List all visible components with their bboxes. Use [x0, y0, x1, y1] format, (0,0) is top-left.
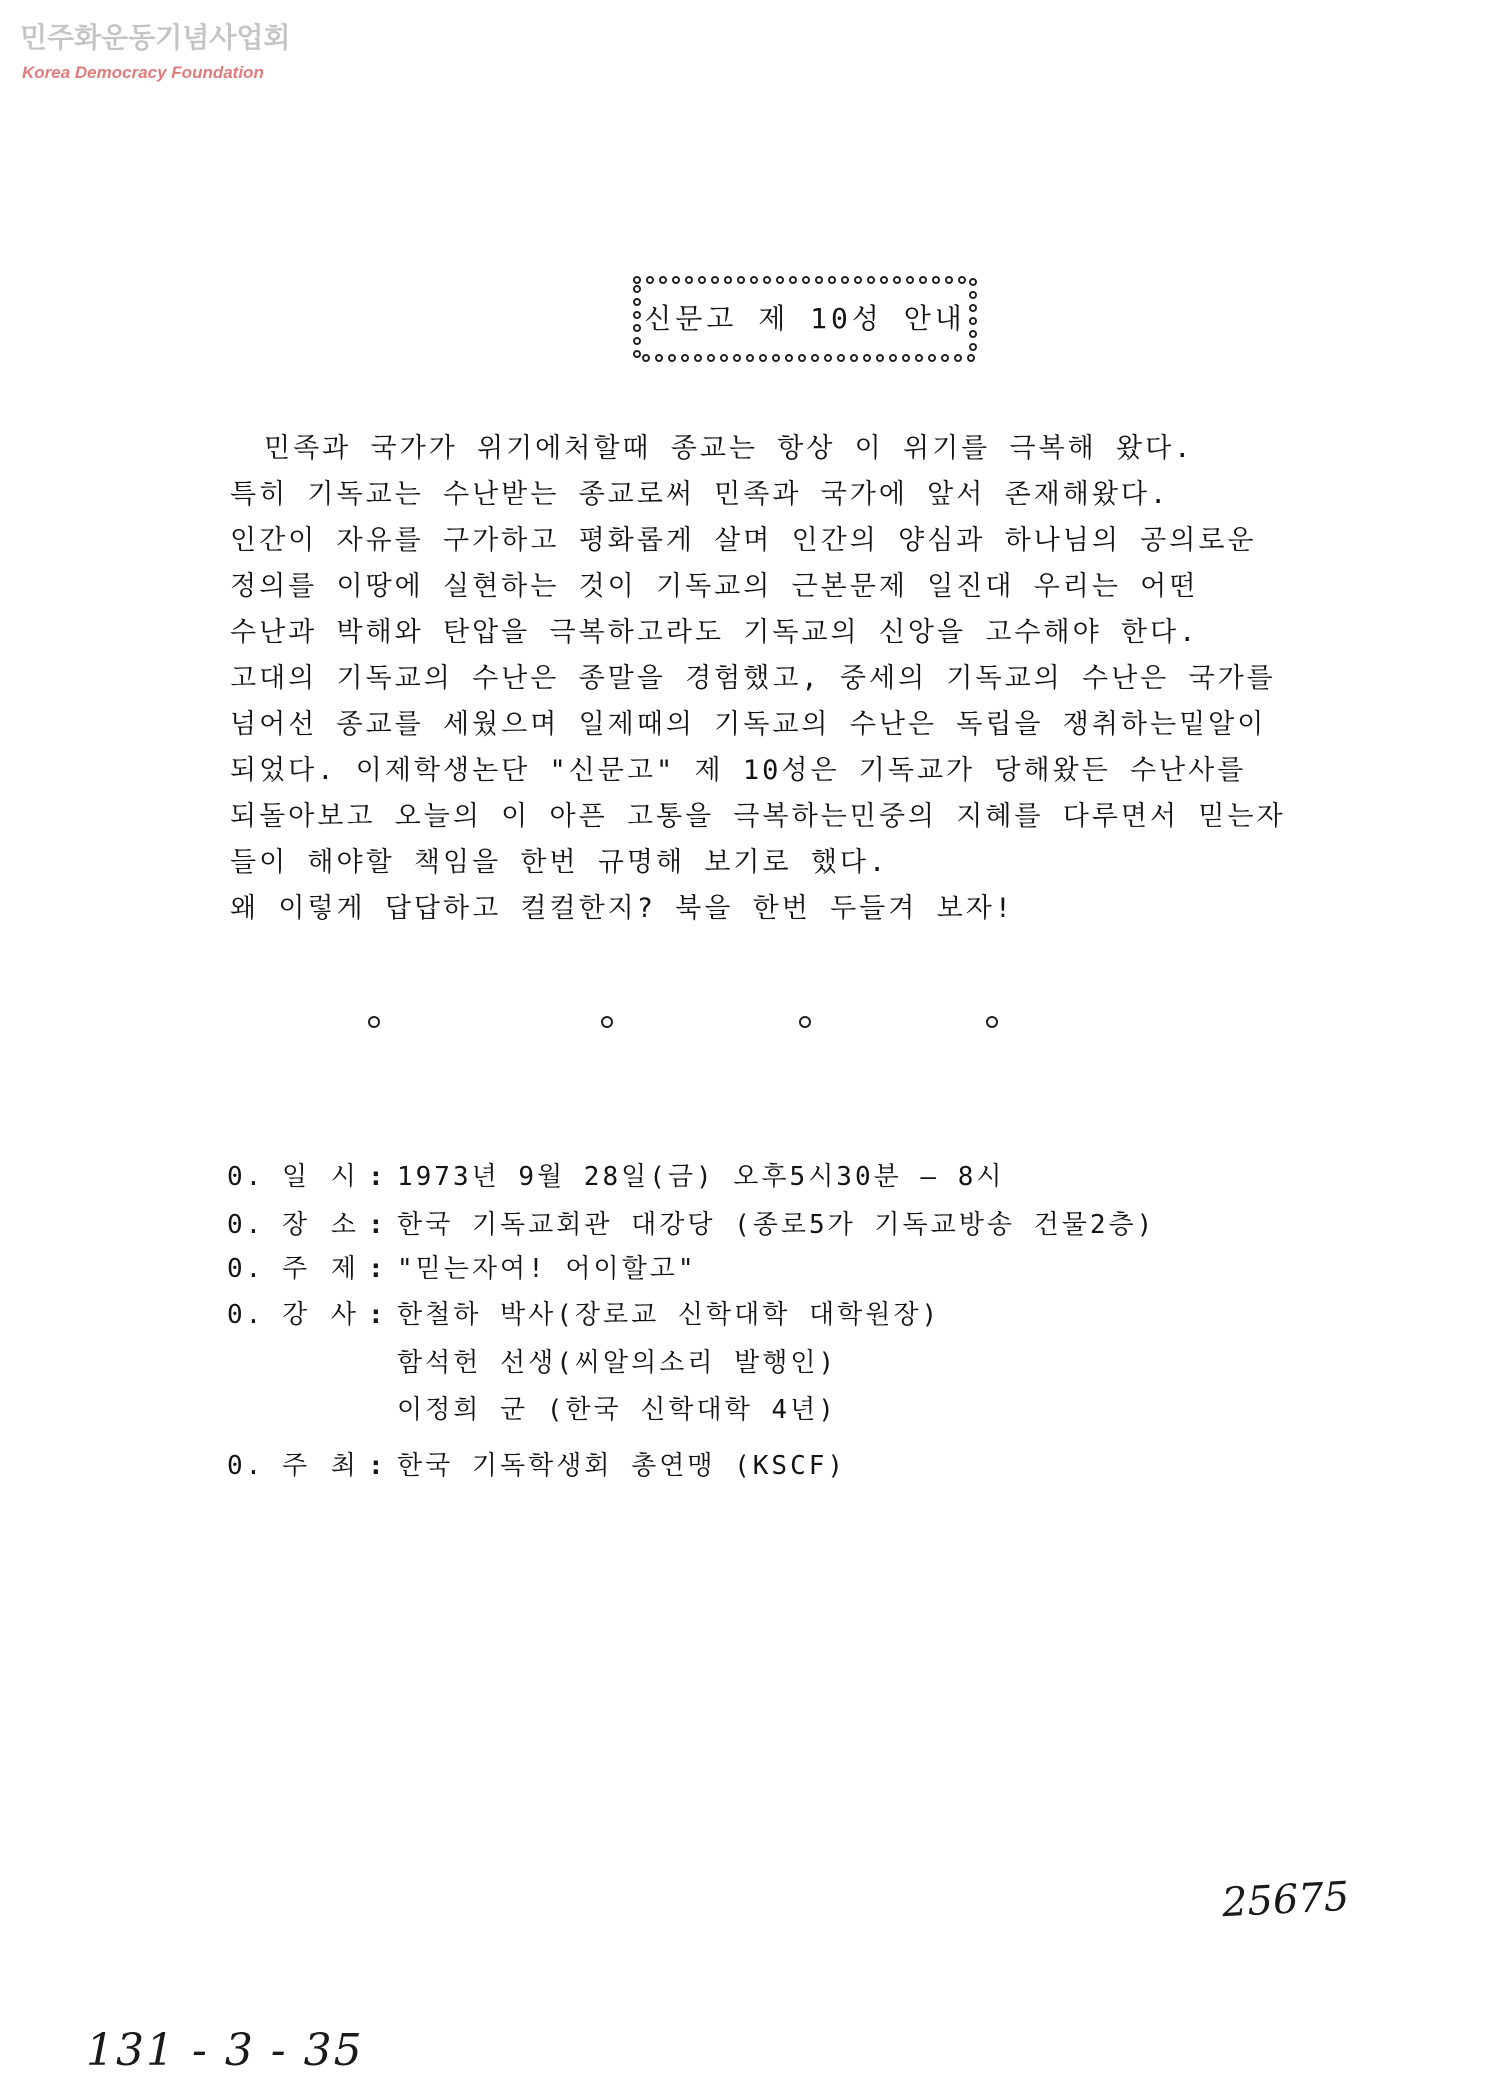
- decorative-circle-icon: [986, 1016, 998, 1028]
- detail-prefix: 0.: [227, 1162, 265, 1192]
- detail-prefix: 0.: [227, 1451, 265, 1481]
- detail-colon: :: [368, 1254, 384, 1284]
- detail-colon: :: [368, 1451, 384, 1481]
- detail-row-speakers: [0, 1292, 1489, 1338]
- detail-row-datetime: [0, 1154, 1489, 1200]
- page-title: 신문고 제 10성 안내: [644, 302, 966, 335]
- body-line: 들이 해야할 책임을 한번 규명해 보기로 했다.: [230, 847, 889, 878]
- detail-value: 함석헌 선생(씨알의소리 발행인): [397, 1348, 838, 1378]
- detail-value: "믿는자여! 어이할고": [397, 1254, 697, 1284]
- watermark-korean: 민주화운동기념사업회: [20, 21, 291, 54]
- detail-colon: :: [368, 1162, 384, 1192]
- detail-value: 한국 기독학생회 총연맹 (KSCF): [397, 1451, 847, 1481]
- body-paragraph: [230, 426, 1286, 932]
- detail-label: 장 소: [282, 1210, 360, 1240]
- handwritten-number: 25675: [1220, 1873, 1351, 1927]
- detail-label: 주 최: [282, 1451, 360, 1481]
- detail-prefix: 0.: [227, 1254, 265, 1284]
- detail-row-speaker-2: [0, 1340, 1489, 1386]
- body-line: 민족과 국가가 위기에처할때 종교는 항상 이 위기를 극복해 왔다.: [264, 433, 1194, 464]
- decorative-circle-icon: [799, 1016, 811, 1028]
- detail-row-speaker-3: [0, 1387, 1489, 1433]
- body-line: 인간이 자유를 구가하고 평화롭게 살며 인간의 양심과 하나님의 공의로운: [230, 525, 1257, 556]
- handwritten-reference: 131 - 3 - 35: [86, 2025, 364, 2076]
- body-line: 수난과 박해와 탄압을 극복하고라도 기독교의 신앙을 고수해야 한다.: [230, 617, 1199, 648]
- detail-value: 이정희 군 (한국 신학대학 4년): [397, 1395, 837, 1425]
- detail-row-host: [0, 1443, 1489, 1489]
- body-line: 고대의 기독교의 수난은 종말을 경험했고, 중세의 기독교의 수난은 국가를: [230, 663, 1276, 694]
- body-line: 왜 이렇게 답답하고 컬컬한지? 북을 한번 두들겨 보자!: [230, 893, 1015, 924]
- detail-label: 주 제: [282, 1254, 360, 1284]
- detail-row-venue: [0, 1202, 1489, 1248]
- detail-value: 1973년 9월 28일(금) 오후5시30분 — 8시: [397, 1162, 1005, 1192]
- body-line: 정의를 이땅에 실현하는 것이 기독교의 근본문제 일진대 우리는 어떤: [230, 571, 1199, 602]
- body-line: 되었다. 이제학생논단 "신문고" 제 10성은 기독교가 당해왔든 수난사를: [230, 755, 1247, 786]
- detail-colon: :: [368, 1210, 384, 1240]
- decorative-circle-icon: [368, 1016, 380, 1028]
- detail-value: 한철하 박사(장로교 신학대학 대학원장): [397, 1300, 941, 1330]
- body-line: 특히 기독교는 수난받는 종교로써 민족과 국가에 앞서 존재해왔다.: [230, 479, 1170, 510]
- decorative-circle-icon: [601, 1016, 613, 1028]
- title-box: [630, 273, 980, 365]
- body-line: 넘어선 종교를 세웠으며 일제때의 기독교의 수난은 독립을 쟁취하는밑알이: [230, 709, 1267, 740]
- detail-colon: :: [368, 1300, 384, 1330]
- detail-row-theme: [0, 1246, 1489, 1292]
- detail-label: 강 사: [282, 1300, 360, 1330]
- detail-prefix: 0.: [227, 1210, 265, 1240]
- body-line: 되돌아보고 오늘의 이 아픈 고통을 극복하는민중의 지혜를 다루면서 믿는자: [230, 801, 1286, 832]
- detail-label: 일 시: [282, 1162, 360, 1192]
- detail-value: 한국 기독교회관 대강당 (종로5가 기독교방송 건물2층): [397, 1210, 1156, 1240]
- watermark-english: Korea Democracy Foundation: [22, 63, 264, 82]
- detail-prefix: 0.: [227, 1300, 265, 1330]
